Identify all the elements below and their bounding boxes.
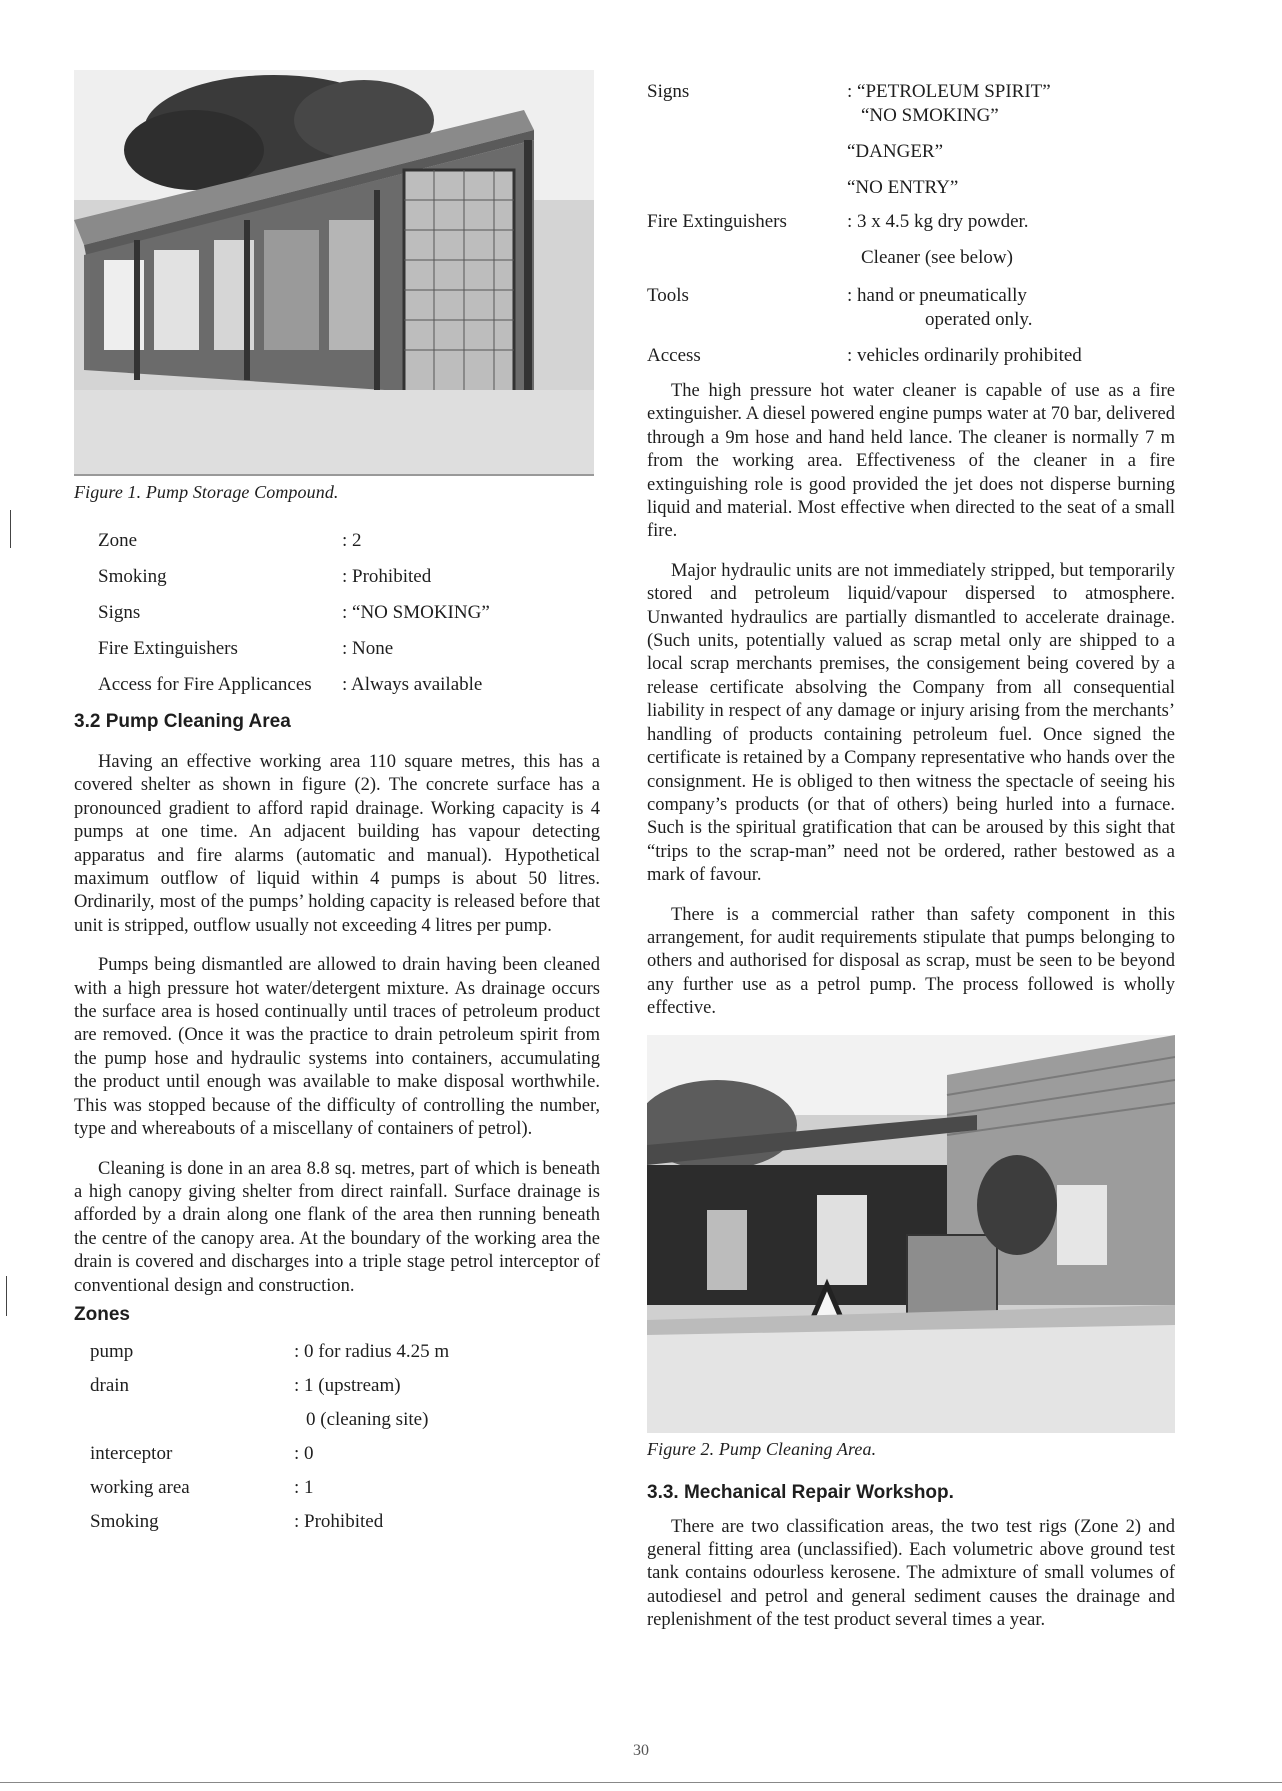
section-3-2-heading: 3.2 Pump Cleaning Area — [74, 711, 291, 732]
right-signs-label: Signs — [647, 81, 690, 102]
working-area-value: : 1 — [294, 1476, 314, 1498]
figure-1-photo — [74, 70, 594, 476]
working-area-label: working area — [90, 1476, 190, 1498]
fire-value-2: Cleaner (see below) — [861, 247, 1013, 268]
interceptor-label: interceptor — [90, 1442, 173, 1464]
section-3-2-paragraph-3: Cleaning is done in an area 8.8 sq. metres, part of which is beneath a high canopy giving shelter from direct rainfall. Surface drainage is afforded by a drain along one flank of the area then running beneath the centre of the canopy area. At the boundary of the working area the drain is covered and discharges into a triple stage petrol interceptor of conventional design and construction. — [74, 1158, 600, 1296]
access-row — [647, 344, 1175, 368]
sign-no-smoking: “NO SMOKING” — [861, 105, 999, 126]
zone-table — [98, 529, 600, 697]
access-value: : Always available — [342, 674, 483, 695]
section-3-3-heading: 3.3. Mechanical Repair Workshop. — [647, 1481, 954, 1503]
zones-smoking-value: : Prohibited — [294, 1510, 384, 1532]
right-fire-label: Fire Extinguishers — [647, 211, 787, 232]
figure-2-photo — [647, 1035, 1175, 1433]
right-paragraph-1: The high pressure hot water cleaner is capable of use as a fire extinguisher. A diesel powered engine pumps water at 70 bar, delivered through a 9m hose and hand held lance. The cleaner is normally 7 m from the working area. Effectiveness of the cleaner in a fire extinguishing role is good provided the jet does not disperse burning liquid and material. Most effective when directed to the seat of a small fire. — [647, 381, 1175, 542]
right-access-value: : vehicles ordinarily prohibited — [847, 345, 1082, 366]
right-fire-values — [847, 210, 1175, 270]
right-paragraph-2: Major hydraulic units are not immediately stripped, but temporarily stored and petroleum liquid/vapour dispersed to atmosphere. Unwanted hydraulics are partially dismantled to accelerate drainage. (Such units, potentially valued as scrap metal only are shipped to a local scrap merchants premises, the consigement being covered by a release certificate absolving the Company from all consequential liability in respect of any damage or injury arising from the merchants’ handling of products containing petroleum fuel. Once signed the certificate is retained by a Company representative who hands over the consignment. He is obliged to then witness the spectacle of seeing his company’s products (or that of others) being hurled into a furnace. Such is the spiritual gratification that can be aroused by this sight that “trips to the scrap-man” need not be ordered, rather bestowed as a mark of favour. — [647, 560, 1175, 886]
right-access-label: Access — [647, 345, 701, 366]
drain-label-blank — [90, 1408, 294, 1432]
section-3-2-paragraph-2: Pumps being dismantled are allowed to drain having been cleaned with a high pressure hot water/detergent mixture. As drainage occurs the surface area is hosed continually until traces of petroleum product are removed. (Once it was the practice to drain petroleum spirit from the pump hose and hydraulic systems into containers, accumulating the product until enough was available to make disposal worthwhile. This was stopped because of the difficulty of controlling the number, type and whereabouts of a miscellany of containers of petrol). — [74, 955, 600, 1140]
zones-heading: Zones — [74, 1303, 130, 1325]
scan-edge-mark — [10, 510, 11, 548]
pump-storage-compound-illustration — [74, 70, 594, 476]
pump-value: : 0 for radius 4.25 m — [294, 1340, 450, 1362]
fire-value-1: : 3 x 4.5 kg dry powder. — [847, 211, 1029, 232]
drain-value: : 1 (upstream) — [294, 1374, 401, 1396]
fire-extinguishers-label: Fire Extinguishers — [98, 638, 238, 659]
right-signs-values — [847, 80, 1175, 200]
scan-bottom-line — [0, 1782, 1282, 1783]
tools-value-2: operated only. — [925, 309, 1033, 330]
page-number: 30 — [633, 1742, 649, 1759]
zones-table — [90, 1340, 600, 1534]
drain-label: drain — [90, 1374, 130, 1396]
signs-value: : “NO SMOKING” — [342, 602, 490, 623]
sign-no-entry: “NO ENTRY” — [847, 177, 959, 198]
sign-danger: “DANGER” — [847, 141, 944, 162]
access-label: Access for Fire Applicances — [98, 674, 312, 695]
fire-extinguishers-row — [647, 210, 1175, 270]
sign-petroleum-spirit: : “PETROLEUM SPIRIT” — [847, 81, 1051, 102]
tools-value-1: : hand or pneumatically — [847, 285, 1027, 306]
right-tools-values — [847, 284, 1175, 332]
left-column — [74, 70, 600, 1534]
zones-smoking-label: Smoking — [90, 1510, 159, 1532]
pump-label: pump — [90, 1340, 134, 1362]
figure-1-caption: Figure 1. Pump Storage Compound. — [74, 482, 339, 502]
signs-row — [647, 80, 1175, 200]
smoking-label: Smoking — [98, 566, 167, 587]
scan-edge-mark-2 — [6, 1276, 7, 1316]
interceptor-value: : 0 — [294, 1442, 314, 1464]
right-tools-label: Tools — [647, 285, 689, 306]
fire-extinguishers-value: : None — [342, 638, 394, 659]
right-paragraph-3: There is a commercial rather than safety component in this arrangement, for audit requirements stipulate that pumps belonging to others and authorised for disposal as scrap, must be seen to be beyond any further use as a petrol pump. The process followed is wholly effective. — [647, 904, 1175, 1019]
pump-cleaning-area-illustration — [647, 1035, 1175, 1433]
smoking-value: : Prohibited — [342, 566, 432, 587]
tools-row — [647, 284, 1175, 332]
signs-label: Signs — [98, 602, 141, 623]
section-3-3-paragraph: There are two classification areas, the two test rigs (Zone 2) and general fitting area (unclassified). Each volumetric above ground test tank contains odourless kerosene. The admixture of small volumes of autodiesel and petrol and general sediment causes the drainage and replenishment of the test product several times a year. — [647, 1516, 1175, 1631]
drain-value-2: 0 (cleaning site) — [306, 1408, 429, 1430]
zone-value: : 2 — [342, 530, 362, 551]
right-column — [647, 80, 1175, 1649]
figure-2-caption: Figure 2. Pump Cleaning Area. — [647, 1438, 877, 1459]
zone-label: Zone — [98, 530, 138, 551]
section-3-2-paragraph-1: Having an effective working area 110 square metres, this has a covered shelter as shown in figure (2). The concrete surface has a pronounced gradient to afford rapid drainage. Working capacity is 4 pumps at one time. An adjacent building has vapour detecting apparatus and fire alarms (automatic and manual). Hypothetical maximum outflow of liquid within 4 pumps is about 50 litres. Ordinarily, most of the pumps’ holding capacity is released before that unit is stripped, outflow usually not exceeding 4 litres per pump. — [74, 752, 600, 936]
